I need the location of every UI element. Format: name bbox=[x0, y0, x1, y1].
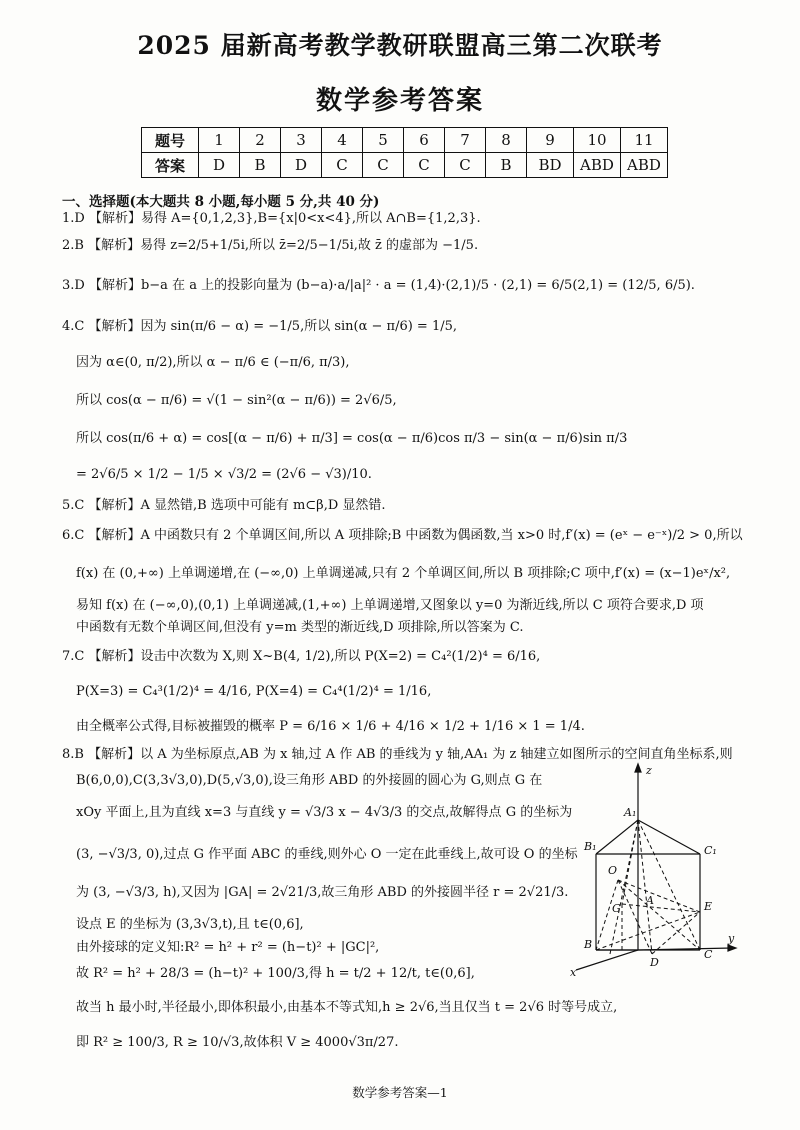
solution-line: 中函数有无数个单调区间,但没有 y=m 类型的渐近线,D 项排除,所以答案为 C. bbox=[76, 620, 524, 635]
label-g: G bbox=[612, 902, 621, 915]
solution-line: xOy 平面上,且为直线 x=3 与直线 y = √3/3 x − 4√3/3 的交点,故解得点 G 的坐标为 bbox=[76, 805, 573, 820]
dashed-o-c bbox=[618, 880, 700, 950]
answer-cell: C bbox=[322, 153, 363, 178]
solution-line: 为 (3, −√3/3, h),又因为 |GA| = 2√21/3,故三角形 ABD 的外接圆半径 r = 2√21/3. bbox=[76, 885, 569, 900]
row-label: 题号 bbox=[142, 128, 199, 153]
solution-line: 故 R² = h² + 28/3 = (h−t)² + 100/3,得 h = t/2 + 12/t, t∈(0,6], bbox=[76, 966, 475, 981]
question-number: 4 bbox=[322, 128, 363, 153]
label-d: D bbox=[650, 956, 659, 969]
solution-line-q7: 7.C 【解析】设击中次数为 X,则 X~B(4, 1/2),所以 P(X=2) = C₄²(1/2)⁴ = 6/16, bbox=[62, 649, 541, 664]
label-c: C bbox=[704, 948, 713, 961]
question-number: 8 bbox=[486, 128, 527, 153]
document-subtitle: 数学参考答案 bbox=[315, 86, 484, 116]
dashed-a1-b bbox=[610, 820, 638, 954]
question-number: 9 bbox=[527, 128, 574, 153]
answer-row bbox=[142, 153, 668, 178]
solution-line: 即 R² ≥ 100/3, R ≥ 10/√3,故体积 V ≥ 4000√3π/27. bbox=[76, 1035, 399, 1050]
edge-a1c1 bbox=[638, 820, 700, 854]
dashed-a1-c bbox=[638, 820, 700, 950]
answer-cell: C bbox=[445, 153, 486, 178]
label-a: A bbox=[646, 894, 654, 907]
question-number: 5 bbox=[363, 128, 404, 153]
dashed-a1-d bbox=[638, 820, 652, 954]
question-number: 11 bbox=[621, 128, 668, 153]
solution-line: 故当 h 最小时,半径最小,即体积最小,由基本不等式知,h ≥ 2√6,当且仅当 t = 2√6 时等号成立, bbox=[76, 1000, 618, 1015]
label-o: O bbox=[608, 864, 618, 877]
label-e: E bbox=[704, 900, 713, 913]
question-number: 10 bbox=[574, 128, 621, 153]
label-a1: A₁ bbox=[624, 806, 637, 819]
row-label: 答案 bbox=[142, 153, 199, 178]
solution-line: 设点 E 的坐标为 (3,3√3,t),且 t∈(0,6], bbox=[76, 917, 304, 932]
dashed-o-b bbox=[596, 880, 618, 950]
dashed-a1-g bbox=[622, 820, 638, 904]
solution-line-q1: 1.D 【解析】易得 A={0,1,2,3},B={x|0<x<4},所以 A∩B={1,2,3}. bbox=[62, 211, 481, 226]
solution-line: P(X=3) = C₄³(1/2)⁴ = 4/16, P(X=4) = C₄⁴(1/2)⁴ = 1/16, bbox=[76, 684, 432, 699]
y-arrow bbox=[728, 945, 736, 951]
answer-cell: ABD bbox=[621, 153, 668, 178]
answer-cell: C bbox=[404, 153, 445, 178]
dashed-d-e bbox=[652, 912, 700, 954]
question-number-row bbox=[142, 128, 668, 153]
solution-line: 易知 f(x) 在 (−∞,0),(0,1) 上单调递减,(1,+∞) 上单调递增,又图象以 y=0 为渐近线,所以 C 项符合要求,D 项 bbox=[76, 598, 704, 613]
solution-line: 因为 α∈(0, π/2),所以 α − π/6 ∈ (−π/6, π/3), bbox=[76, 355, 350, 370]
section-title: 一、选择题(本大题共 8 小题,每小题 5 分,共 40 分) bbox=[62, 194, 380, 210]
question-number: 2 bbox=[240, 128, 281, 153]
question-number: 7 bbox=[445, 128, 486, 153]
solution-line: 由全概率公式得,目标被摧毁的概率 P = 6/16 × 1/6 + 4/16 × 1/2 + 1/16 × 1 = 1/4. bbox=[76, 719, 585, 734]
answer-cell: BD bbox=[527, 153, 574, 178]
answer-cell: B bbox=[486, 153, 527, 178]
solution-line: 所以 cos(α − π/6) = √(1 − sin²(α − π/6)) = 2√6/5, bbox=[76, 393, 397, 408]
question-number: 6 bbox=[404, 128, 445, 153]
z-arrow bbox=[635, 764, 641, 772]
x-axis bbox=[576, 950, 638, 970]
label-c1: C₁ bbox=[704, 844, 717, 857]
exam-title: 2025 届新高考教学教研联盟高三第二次联考 bbox=[137, 31, 663, 60]
solution-line: (3, −√3/3, 0),过点 G 作平面 ABC 的垂线,则外心 O 一定在此垂线上,故可设 O 的坐标 bbox=[76, 847, 578, 862]
question-number: 1 bbox=[199, 128, 240, 153]
label-z: z bbox=[646, 764, 652, 777]
solution-line: 所以 cos(π/6 + α) = cos[(α − π/6) + π/3] = cos(α − π/6)cos π/3 − sin(α − π/6)sin π/3 bbox=[76, 431, 628, 446]
solution-line: f(x) 在 (0,+∞) 上单调递增,在 (−∞,0) 上单调递减,只有 2 个单调区间,所以 B 项排除;C 项中,f′(x) = (x−1)eˣ/x², bbox=[76, 566, 731, 581]
label-b: B bbox=[584, 938, 593, 951]
page-footer: 数学参考答案—1 bbox=[352, 1085, 448, 1100]
answer-cell: ABD bbox=[574, 153, 621, 178]
solution-line-q4: 4.C 【解析】因为 sin(π/6 − α) = −1/5,所以 sin(α − π/6) = 1/5, bbox=[62, 319, 458, 334]
dashed-g-e bbox=[622, 904, 700, 912]
solution-line: B(6,0,0),C(3,3√3,0),D(5,√3,0),设三角形 ABD 的外接圆的圆心为 G,则点 G 在 bbox=[76, 773, 543, 788]
answer-cell: C bbox=[363, 153, 404, 178]
solution-line: 由外接球的定义知:R² = h² + r² = (h−t)² + |GC|², bbox=[76, 940, 380, 955]
solution-line-q2: 2.B 【解析】易得 z=2/5+1/5i,所以 z̄=2/5−1/5i,故 z̄ 的虚部为 −1/5. bbox=[62, 238, 479, 253]
answer-table bbox=[141, 127, 668, 178]
prism-figure bbox=[562, 762, 742, 982]
solution-line-q6: 6.C 【解析】A 中函数只有 2 个单调区间,所以 A 项排除;B 中函数为偶函数,当 x>0 时,f′(x) = (eˣ − e⁻ˣ)/2 > 0,所以 bbox=[62, 528, 743, 543]
label-y: y bbox=[728, 932, 735, 945]
solution-line-q8: 8.B 【解析】以 A 为坐标原点,AB 为 x 轴,过 A 作 AB 的垂线为 y 轴,AA₁ 为 z 轴建立如图所示的空间直角坐标系,则 bbox=[62, 747, 733, 762]
label-b1: B₁ bbox=[584, 840, 597, 853]
answer-cell: B bbox=[240, 153, 281, 178]
answer-cell: D bbox=[281, 153, 322, 178]
answer-cell: D bbox=[199, 153, 240, 178]
solution-line-q5: 5.C 【解析】A 显然错,B 选项中可能有 m⊂β,D 显然错. bbox=[62, 498, 386, 513]
question-number: 3 bbox=[281, 128, 322, 153]
label-x: x bbox=[570, 966, 577, 979]
solution-line: = 2√6/5 × 1/2 − 1/5 × √3/2 = (2√6 − √3)/10. bbox=[76, 467, 372, 482]
solution-line-q3: 3.D 【解析】b−a 在 a 上的投影向量为 (b−a)·a/|a|² · a = (1,4)·(2,1)/5 · (2,1) = 6/5(2,1) = (12/5, 6/5). bbox=[62, 278, 695, 293]
